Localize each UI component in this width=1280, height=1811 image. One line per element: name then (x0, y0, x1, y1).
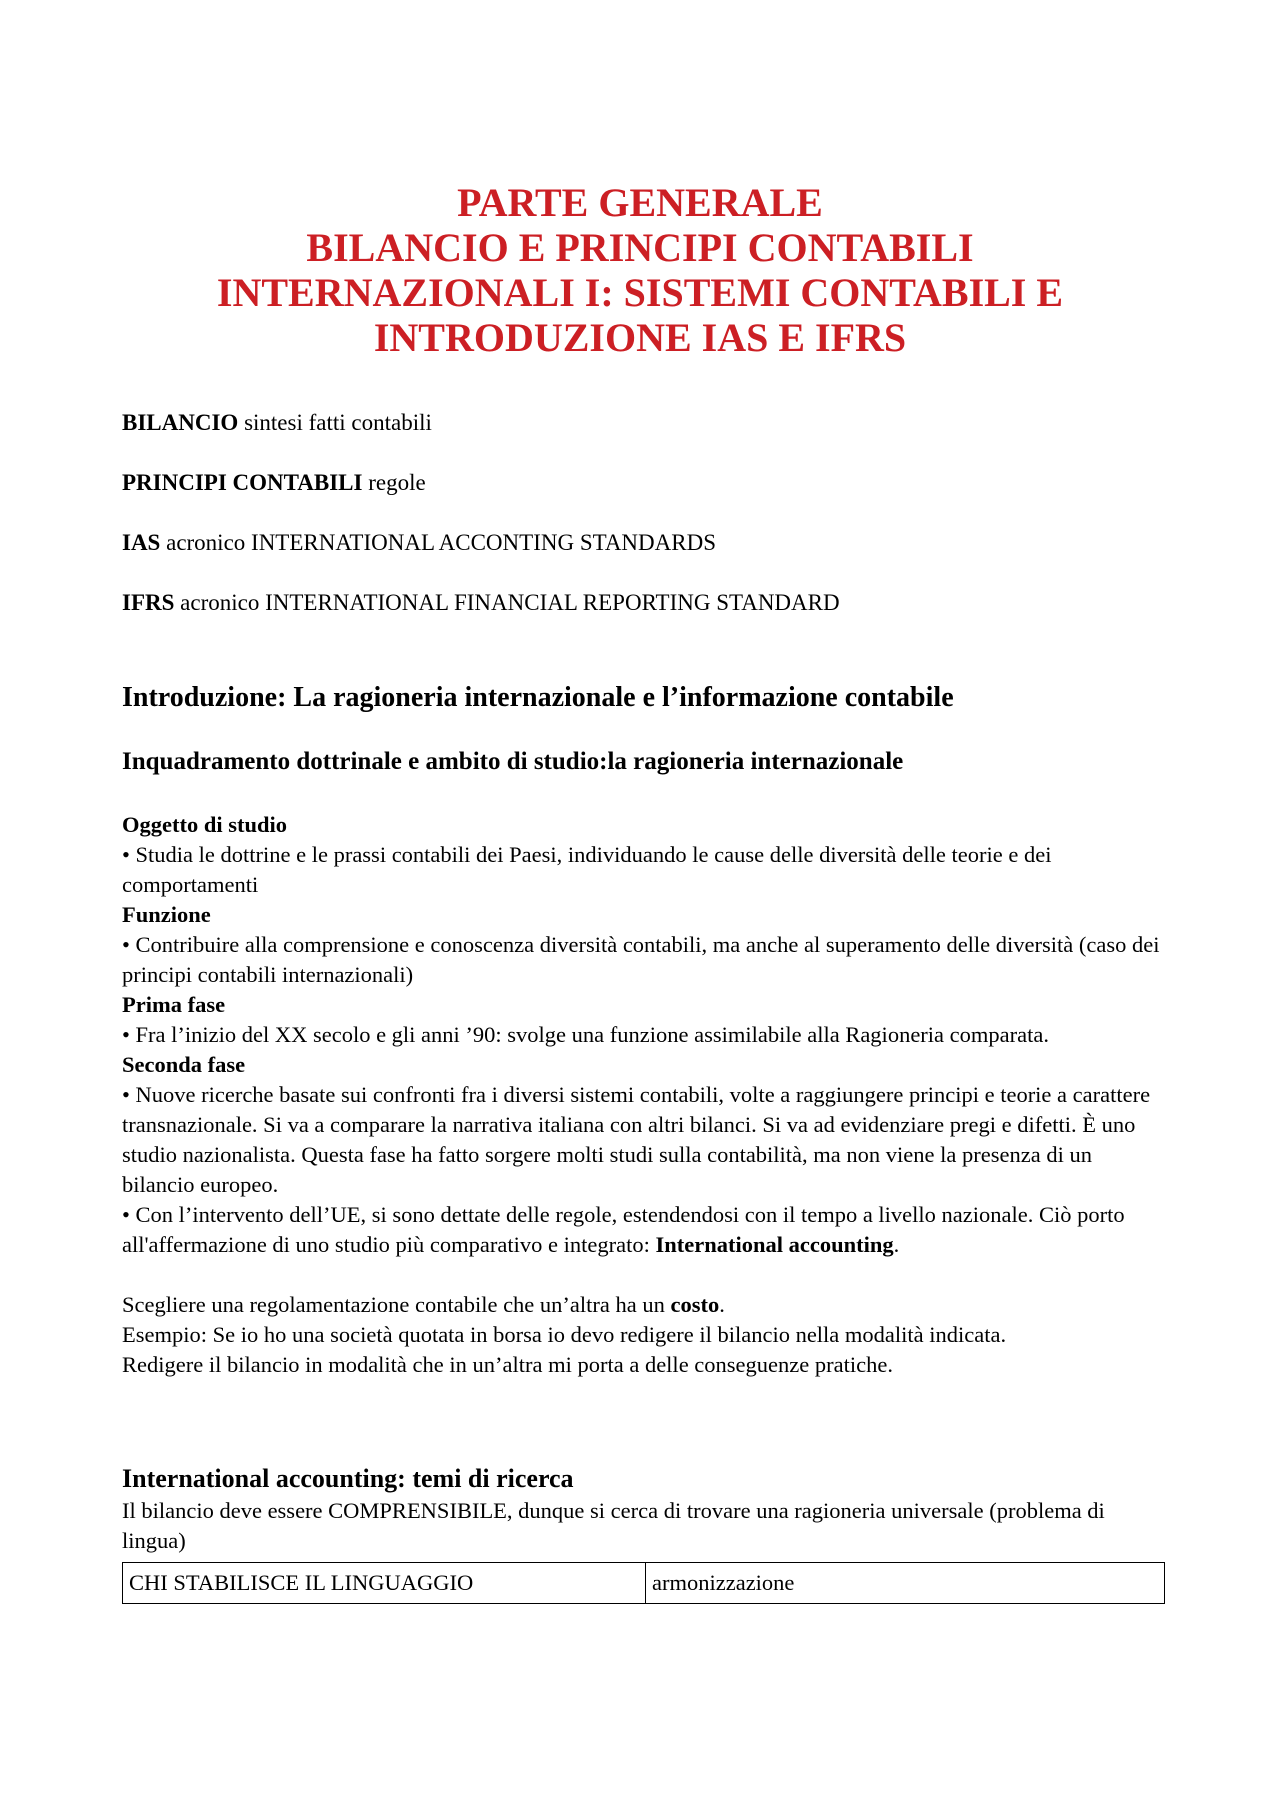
definition-ifrs (122, 588, 1162, 618)
definition-bilancio (122, 408, 1162, 438)
definition-term: IFRS (122, 590, 175, 615)
paragraph-funzione: • Contribuire alla comprensione e conoscenza diversità contabili, ma anche al superamento delle diversità (caso dei principi contabili internazionali) (122, 932, 1160, 987)
label-funzione: Funzione (122, 902, 211, 927)
table-row (123, 1563, 1165, 1604)
costo-pre: Scegliere una regolamentazione contabile che un’altra ha un (122, 1292, 671, 1317)
ue-text: • Con l’intervento dell’UE, si sono dettate delle regole, estendendosi con il tempo a livello nazionale. Ciò porto all'affermazione di uno studio più comparativo e integrato: (122, 1202, 1125, 1257)
table-cell: armonizzazione (646, 1563, 1165, 1604)
paragraph-esempio: Esempio: Se io ho una società quotata in borsa io devo redigere il bilancio nella modalità indicata. (122, 1322, 1007, 1347)
ue-end: . (893, 1232, 900, 1257)
label-seconda-fase: Seconda fase (122, 1052, 246, 1077)
title-line-3: INTERNAZIONALI I: SISTEMI CONTABILI E (216, 270, 1064, 315)
subsection-heading-inquadramento: Inquadramento dottrinale e ambito di studio:la ragioneria internazionale (122, 748, 904, 775)
costo-bold: costo (670, 1292, 720, 1317)
definition-ias (122, 528, 1162, 558)
definition-term: PRINCIPI CONTABILI (122, 470, 363, 495)
section-heading-temi-ricerca: International accounting: temi di ricerca (122, 1464, 574, 1493)
table-cell: CHI STABILISCE IL LINGUAGGIO (123, 1563, 646, 1604)
costo-post: . (719, 1292, 725, 1317)
paragraph-costo (122, 1290, 1167, 1320)
paragraph-oggetto: • Studia le dottrine e le prassi contabili dei Paesi, individuando le cause delle diversità delle teorie e dei comportamenti (122, 842, 1052, 897)
label-oggetto: Oggetto di studio (122, 812, 288, 837)
section-heading-introduzione: Introduzione: La ragioneria internazionale e l’informazione contabile (122, 682, 954, 713)
label-prima-fase: Prima fase (122, 992, 226, 1017)
paragraph-redigere: Redigere il bilancio in modalità che in un’altra mi porta a delle conseguenze pratiche. (122, 1352, 893, 1377)
definition-text: regole (362, 470, 426, 495)
definitions-list (122, 408, 1162, 648)
definition-text: acronico INTERNATIONAL ACCONTING STANDARDS (160, 530, 716, 555)
ue-bold: International accounting (655, 1232, 894, 1257)
definition-term: IAS (122, 530, 161, 555)
title-line-4: INTRODUZIONE IAS E IFRS (373, 315, 907, 360)
definition-term: BILANCIO (122, 410, 239, 435)
document-title (150, 180, 1130, 360)
paragraph-seconda-fase: • Nuove ricerche basate sui confronti fra i diversi sistemi contabili, volte a raggiungere principi e teorie a carattere transnazionale. Si va a comparare la narrativa italiana con altri bilanci. Si va ad evidenziare pregi e difetti. È uno studio nazionalista. Questa fase ha fatto sorgere molti studi sulla contabilità, ma non viene la presenza di un bilancio europeo. (122, 1082, 1151, 1197)
body-text (122, 810, 1167, 1380)
definition-principi (122, 468, 1162, 498)
paragraph-prima-fase: • Fra l’inizio del XX secolo e gli anni ’90: svolge una funzione assimilabile alla Ragioneria comparata. (122, 1022, 1049, 1047)
definition-text: sintesi fatti contabili (238, 410, 432, 435)
paragraph-comprensibile: Il bilancio deve essere COMPRENSIBILE, dunque si cerca di trovare una ragioneria universale (problema di lingua) (122, 1498, 1105, 1553)
paragraph-ue (122, 1200, 1167, 1260)
title-line-2: BILANCIO E PRINCIPI CONTABILI (306, 225, 974, 270)
title-line-1: PARTE GENERALE (457, 180, 823, 225)
definition-text: acronico INTERNATIONAL FINANCIAL REPORTING STANDARD (174, 590, 840, 615)
research-table (122, 1562, 1165, 1604)
